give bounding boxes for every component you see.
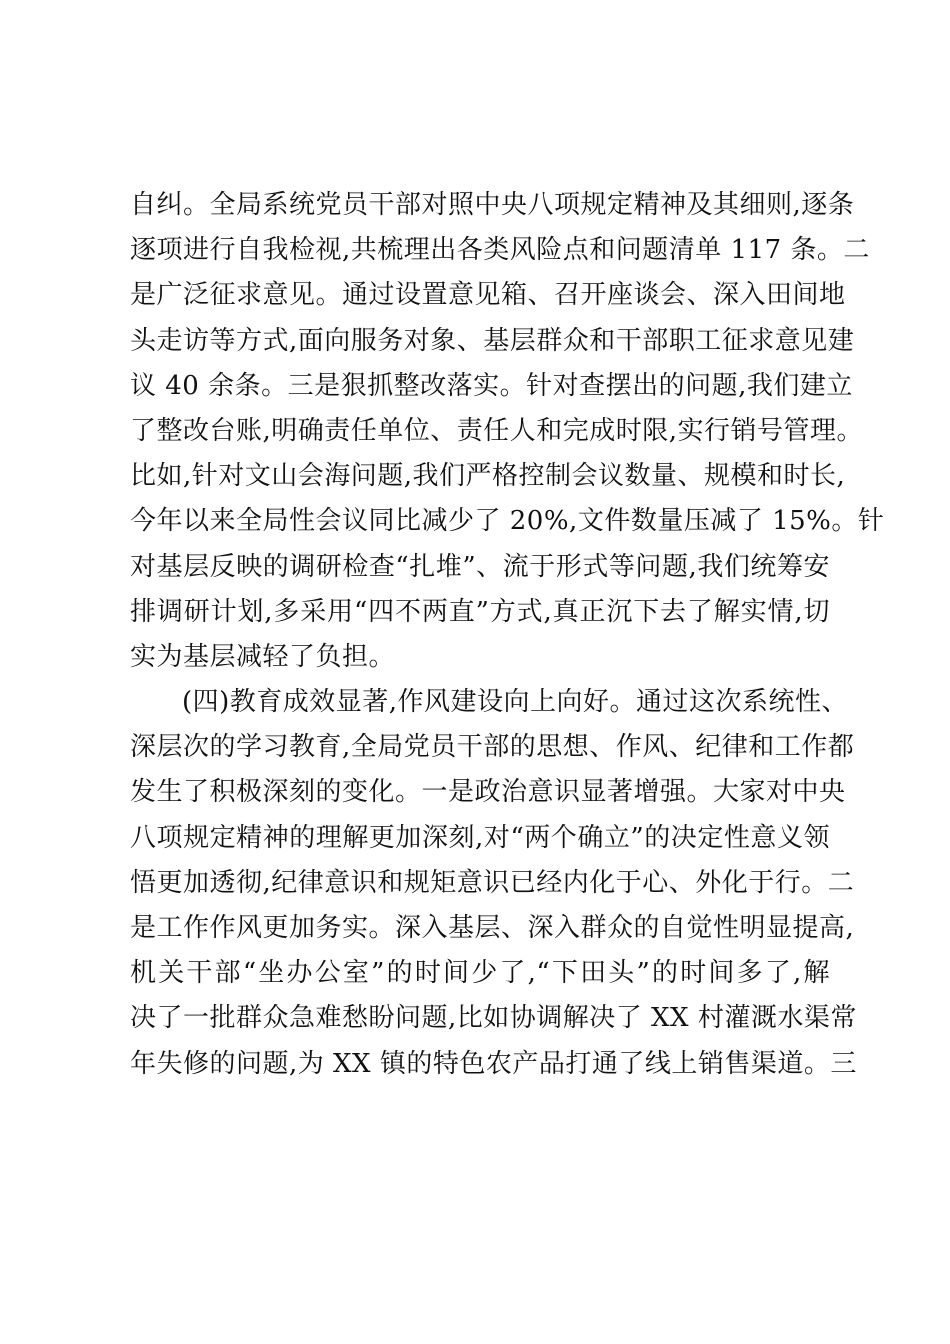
text-line: 深层次的学习教育,全局党员干部的思想、作风、纪律和工作都: [130, 732, 855, 763]
text-line: 实为基层减轻了负担。: [130, 641, 396, 672]
text-line: 决了一批群众急难愁盼问题,比如协调解决了 XX 村灌溉水渠常: [130, 1003, 857, 1034]
text-line: 头走访等方式,面向服务对象、基层群众和干部职工征求意见建: [130, 325, 855, 356]
text-line: 排调研计划,多采用“四不两直”方式,真正沉下去了解实情,切: [130, 596, 830, 627]
text-line: 自纠。全局系统党员干部对照中央八项规定精神及其细则,逐条: [130, 190, 855, 220]
text-line: 机关干部“坐办公室”的时间少了,“下田头”的时间多了,解: [130, 958, 830, 989]
text-line: 八项规定精神的理解更加深刻,对“两个确立”的决定性意义领: [130, 822, 830, 853]
body-text: [130, 183, 885, 1087]
text-line: 年失修的问题,为 XX 镇的特色农产品打通了线上销售渠道。三: [130, 1048, 857, 1079]
section-heading-line: (四)教育成效显著,作风建设向上向好。通过这次系统性、: [182, 687, 849, 718]
text-line: 是广泛征求意见。通过设置意见箱、召开座谈会、深入田间地: [130, 280, 846, 311]
text-line: 对基层反映的调研检查“扎堆”、流于形式等问题,我们统筹安: [130, 551, 830, 582]
text-line: 发生了积极深刻的变化。一是政治意识显著增强。大家对中央: [130, 777, 846, 808]
text-line: 议 40 余条。三是狠抓整改落实。针对查摆出的问题,我们建立: [130, 370, 853, 401]
text-line: 逐项进行自我检视,共梳理出各类风险点和问题清单 117 条。二: [130, 235, 870, 266]
text-line: 悟更加透彻,纪律意识和规矩意识已经内化于心、外化于行。二: [130, 867, 855, 898]
text-line: 了整改台账,明确责任单位、责任人和完成时限,实行销号管理。: [130, 415, 864, 446]
text-line: 是工作作风更加务实。深入基层、深入群众的自觉性明显提高,: [130, 913, 855, 943]
text-line: 今年以来全局性会议同比减少了 20%,文件数量压减了 15%。针: [130, 506, 885, 537]
text-line: 比如,针对文山会海问题,我们严格控制会议数量、规模和时长,: [130, 461, 846, 492]
